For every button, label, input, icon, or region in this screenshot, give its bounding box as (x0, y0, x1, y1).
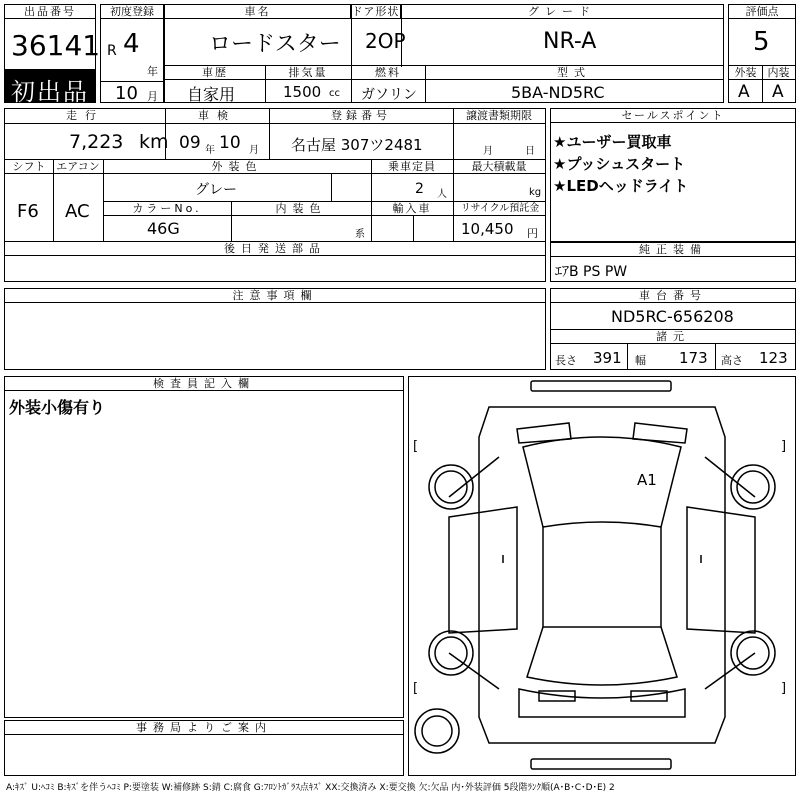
inspection-year: 09 (179, 133, 201, 153)
reg-number: 名古屋 307ツ2481 (291, 136, 423, 154)
width-label: 幅 (635, 354, 646, 367)
ac: AC (65, 201, 90, 222)
int-color-label: 内装色 (275, 202, 327, 215)
score-box (728, 4, 796, 103)
exterior-grade: A (738, 82, 750, 102)
equipment-box (550, 242, 796, 282)
displacement-label: 排気量 (288, 66, 328, 79)
era: R (107, 43, 117, 59)
lot-label: 出品番号 (5, 5, 95, 19)
car-name: ロードスター (209, 32, 341, 57)
lot-number: 36141 (11, 29, 101, 62)
load-unit: kg (529, 187, 542, 198)
model: 5BA-ND5RC (511, 83, 605, 102)
inspection-month: 10 (219, 133, 241, 153)
chassis-number: ND5RC-656208 (611, 307, 734, 326)
score-label: 評価点 (729, 5, 795, 19)
car-info-box (164, 4, 724, 103)
sales-point: ★ユーザー買取車 (553, 133, 672, 151)
import-label: 輸入車 (392, 202, 432, 215)
first-reg-year: 4 (123, 29, 140, 59)
damage-diagram (408, 376, 796, 776)
mileage-unit: km (139, 131, 169, 153)
width: 173 (679, 349, 708, 367)
recycle-unit: 円 (527, 227, 538, 240)
history: 自家用 (187, 85, 236, 104)
transfer-label: 譲渡書類期限 (466, 109, 532, 122)
displacement: 1500 (283, 83, 322, 101)
score: 5 (753, 27, 770, 57)
later-parts-label: 後日発送部品 (224, 242, 326, 255)
first-reg-month: 10 (115, 83, 138, 104)
color-no: 46G (147, 219, 180, 238)
spec-label: 諸元 (656, 330, 690, 343)
ac-label: エアコン (56, 160, 100, 173)
bracket-fl: [ (413, 439, 419, 454)
info-box (4, 108, 546, 282)
interior-grade: A (772, 82, 784, 102)
inspector-label: 検査員記入欄 (5, 377, 403, 391)
exterior-label: 外装 (734, 66, 757, 79)
inspection-year-unit: 年 (205, 145, 215, 156)
history-label: 車歴 (202, 66, 228, 79)
first-listing-badge (5, 69, 95, 106)
year-unit: 年 (147, 65, 158, 78)
transfer-month-unit: 月 (483, 146, 493, 157)
inspector-comment: 外装小傷有り (9, 398, 106, 417)
office-box (4, 720, 404, 776)
damage-legend: A:ｷｽﾞ U:ﾍｺﾐ B:ｷｽﾞを伴うﾍｺﾐ P:要塗装 W:補修跡 S:錆 C:腐食 G:ﾌﾛﾝﾄｶﾞﾗｽ点ｷｽﾞ XX:交換済み X:要交換 欠:欠品 内･外装評価 5段階ﾗﾝｸ順(A･B･C･D･E) 2 (6, 783, 615, 793)
bracket-fr: ] (781, 439, 787, 454)
bracket-rr: ] (781, 681, 787, 696)
first-reg-label: 初度登録 (101, 5, 163, 19)
reg-label: 登録番号 (331, 109, 391, 122)
load-label: 最大積載量 (471, 160, 527, 173)
recycle-label: リサイクル預託金 (460, 203, 540, 214)
model-label: 型式 (557, 66, 591, 79)
chassis-box (550, 288, 796, 370)
sales-label: セールスポイント (551, 109, 795, 123)
office-label: 事務局よりご案内 (5, 721, 403, 735)
notes-label: 注意事項欄 (5, 289, 545, 303)
mileage-label: 走行 (66, 109, 104, 122)
length: 391 (593, 349, 622, 367)
damage-mark-a1: A1 (637, 471, 657, 489)
grade-label: グレード (401, 5, 723, 19)
car-outline-diagram (409, 377, 795, 775)
fuel: ガソリン (361, 87, 417, 103)
car-name-label: 車名 (165, 5, 351, 19)
height-label: 高さ (721, 354, 743, 367)
recycle-amount: 10,450 (461, 220, 514, 238)
notes-box (4, 288, 546, 370)
color-label: 外装色 (211, 160, 263, 173)
transfer-day-unit: 日 (525, 146, 535, 157)
shift: F6 (17, 201, 39, 222)
int-color-unit: 系 (355, 229, 365, 240)
sales-point: ★LEDヘッドライト (553, 177, 689, 195)
first-reg-box (100, 4, 164, 103)
displacement-unit: cc (329, 88, 340, 99)
fuel-label: 燃料 (375, 66, 401, 79)
door-label: ドア形状 (351, 5, 400, 18)
inspector-box (4, 376, 404, 718)
inspection-month-unit: 月 (249, 145, 259, 156)
sales-point: ★プッシュスタート (553, 155, 686, 173)
lot-box (4, 4, 101, 106)
capacity: 2 (415, 181, 424, 197)
inspection-label: 車検 (198, 109, 236, 122)
height: 123 (759, 349, 788, 367)
exterior-color: グレー (195, 182, 237, 198)
chassis-label: 車台番号 (551, 289, 795, 303)
mileage: 7,223 (69, 131, 124, 153)
length-label: 長さ (555, 354, 577, 367)
shift-label: シフト (12, 160, 46, 173)
color-no-label: カラーNo. (132, 202, 202, 215)
month-unit: 月 (147, 90, 158, 103)
grade: NR-A (543, 29, 597, 54)
equipment-label: 純正装備 (551, 243, 795, 257)
door-type: 2OP (365, 29, 406, 53)
sales-box (550, 108, 796, 242)
capacity-unit: 人 (437, 189, 447, 200)
interior-label: 内装 (767, 66, 790, 79)
first-listing-label: 初出品 (11, 78, 89, 106)
equipment-value: ｴｱB PS PW (555, 264, 628, 280)
capacity-label: 乗車定員 (388, 160, 436, 173)
bracket-rl: [ (413, 681, 419, 696)
